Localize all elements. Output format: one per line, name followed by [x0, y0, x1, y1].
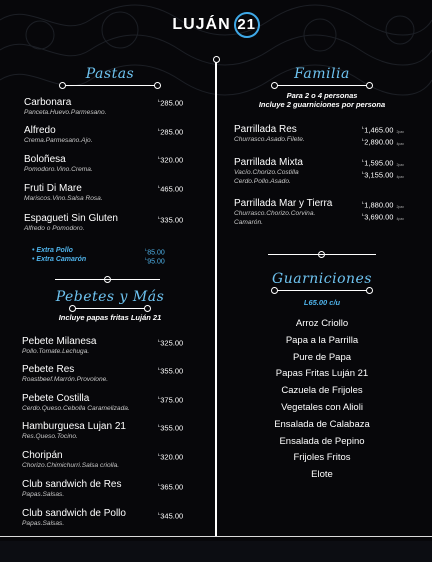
menu-item-desc: Cerdo.Queso.Cebolla Caramelizada.: [22, 405, 130, 412]
menu-item-price: $^L$325.00: [158, 338, 184, 348]
menu-item-price: $^L$285.00: [158, 98, 184, 108]
menu-item-price-4pax: $^L$3,690.00 4pax: [362, 212, 405, 222]
pebetes-title-text: Pebetes y Más: [55, 289, 165, 305]
extra-price: $^L$85.00: [145, 247, 165, 257]
menu-item-price-2pax: $^L$1,595.00 2pax: [362, 158, 405, 168]
bottom-stripe: [0, 541, 432, 562]
menu-item-name: Parrillada Mar y Tierra: [234, 198, 333, 209]
menu-item-desc: Res.Queso.Tocino.: [22, 433, 78, 440]
menu-item-price-4pax: $^L$3,155.00 4pax: [362, 170, 405, 180]
menu-item-desc: Cerdo.Pollo.Asado.: [234, 178, 291, 185]
menu-item-name: Pebete Res: [22, 364, 75, 375]
familia-note-line1: Para 2 o 4 personas: [286, 91, 358, 100]
menu-item-price: $^L$335.00: [158, 215, 184, 225]
section-divider-line: [268, 254, 376, 255]
menu-item-price: $^L$345.00: [158, 511, 184, 521]
list-item: Cazuela de Frijoles: [281, 385, 363, 397]
menu-item-desc: Alfredo o Pomodoro.: [24, 225, 85, 232]
divider-top-dot: [213, 56, 220, 63]
menu-item-price: $^L$365.00: [158, 482, 184, 492]
menu-item-price: $^L$465.00: [158, 184, 184, 194]
menu-item-desc: Pollo.Tomate.Lechuga.: [22, 348, 90, 355]
menu-item-desc: Vacío.Chorizo.Costilla: [234, 169, 299, 176]
menu-item: [24, 97, 106, 117]
menu-item-desc: Papas.Salsas.: [22, 491, 65, 498]
menu-item-name: Choripán: [22, 450, 63, 461]
menu-item: [22, 393, 130, 413]
list-item: Papa a la Parrilla: [285, 334, 359, 346]
guarniciones-list: [222, 316, 422, 484]
pebetes-title: [30, 289, 190, 309]
menu-item: [234, 124, 305, 144]
column-divider: [215, 58, 217, 536]
menu-item: [22, 336, 97, 356]
menu-item-price-2pax: $^L$1,880.00 2pax: [362, 200, 405, 210]
restaurant-logo: [0, 12, 432, 38]
familia-title: [242, 66, 402, 86]
list-item: Ensalada de Calabaza: [274, 418, 370, 430]
logo-name: LUJÁN: [172, 16, 231, 33]
list-item: Arroz Criollo: [295, 318, 349, 329]
menu-item: [24, 213, 118, 233]
guarniciones-title-text: Guarniciones: [272, 271, 372, 287]
menu-item-price: $^L$375.00: [158, 395, 184, 405]
list-item: Papas Fritas Luján 21: [275, 368, 369, 380]
menu-item: [22, 479, 122, 499]
menu-item-name: Hamburguesa Lujan 21: [22, 421, 126, 432]
menu-item: [234, 157, 303, 186]
bottom-rule: [0, 536, 432, 537]
menu-item-desc: Panceta.Huevo.Parmesano.: [24, 109, 107, 116]
menu-item-desc: Crema.Parmesano.Ajo.: [24, 137, 93, 144]
menu-item-price: $^L$285.00: [158, 127, 184, 137]
menu-item-name: Parrillada Res: [234, 124, 297, 135]
menu-item-price: $^L$320.00: [158, 155, 184, 165]
menu-item: [22, 421, 126, 441]
menu-item-name: Club sandwich de Res: [22, 479, 122, 490]
list-item: Elote: [311, 469, 333, 481]
menu-item: [22, 508, 126, 528]
menu-item-desc: Mariscos.Vino.Salsa Rosa.: [24, 195, 103, 202]
menu-item: [234, 198, 332, 227]
pebetes-note: Incluye papas fritas Luján 21: [58, 313, 162, 322]
list-item: Pure de Papa: [292, 351, 352, 363]
guarniciones-price: L65.00 c/u: [303, 298, 341, 307]
familia-title-text: Familia: [294, 66, 350, 82]
menu-item-desc: Pomodoro.Vino.Crema.: [24, 166, 93, 173]
list-item: Ensalada de Pepino: [279, 435, 365, 447]
menu-item-name: Parrillada Mixta: [234, 157, 303, 168]
menu-item: [24, 183, 103, 203]
pastas-title-text: Pastas: [85, 66, 135, 82]
menu-item-price: $^L$320.00: [158, 452, 184, 462]
menu-item-name: Club sandwich de Pollo: [22, 508, 126, 519]
menu-item-desc: Papas.Salsas.: [22, 520, 65, 527]
section-divider-line: [55, 279, 160, 280]
menu-item-desc: Chorizo.Chimichurri.Salsa criolla.: [22, 462, 120, 469]
list-item: Vegetales con Alioli: [281, 401, 363, 413]
menu-item-name: Alfredo: [24, 125, 56, 136]
menu-item-desc: Roastbeef.Marrón.Provolone.: [22, 376, 109, 383]
menu-item-name: Fruti Di Mare: [24, 183, 82, 194]
menu-item-price-4pax: $^L$2,890.00 4pax: [362, 137, 405, 147]
menu-item-name: Boloñesa: [24, 154, 66, 165]
menu-item-desc: Churrasco.Asado.Filete.: [234, 136, 305, 143]
familia-note-line2: Incluye 2 guarniciones por persona: [258, 100, 386, 109]
menu-item: [22, 450, 119, 470]
menu-item-desc: Camarón.: [234, 219, 263, 226]
menu-item-price: $^L$355.00: [158, 366, 184, 376]
menu-item-name: Espagueti Sin Gluten: [24, 213, 118, 224]
menu-item-name: Carbonara: [24, 97, 72, 108]
guarniciones-title: [242, 271, 402, 291]
menu-item-name: Pebete Milanesa: [22, 336, 97, 347]
list-item: Frijoles Fritos: [293, 452, 351, 464]
menu-item-desc: Churrasco.Chorizo.Corvina.: [234, 210, 316, 217]
menu-item-price: $^L$355.00: [158, 423, 184, 433]
extra-price: $^L$95.00: [145, 256, 165, 266]
pastas-title: [30, 66, 190, 86]
extra-label: • Extra Pollo: [32, 247, 73, 254]
logo-number: 21: [234, 12, 260, 38]
menu-item: [22, 364, 108, 384]
menu-item: [24, 154, 93, 174]
menu-item: [24, 125, 93, 145]
menu-item-price-2pax: $^L$1,465.00 2pax: [362, 125, 405, 135]
menu-item-name: Pebete Costilla: [22, 393, 90, 404]
extra-label: • Extra Camarón: [32, 256, 87, 263]
